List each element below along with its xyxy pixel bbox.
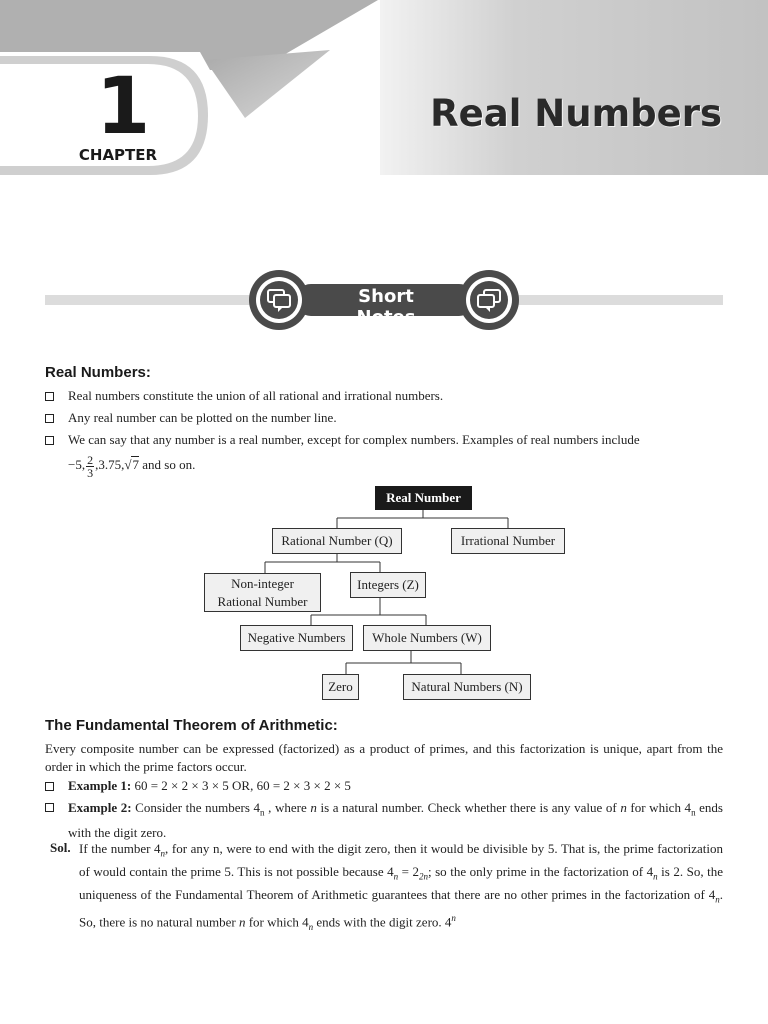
example-2: Example 2: Consider the numbers $4_n$ , where n is a natural number. Check whether there is any value of n for which $4_n$ ends with the digit zero. [45,798,723,842]
section-heading-real-numbers: Real Numbers: [45,364,151,381]
node-zero: Zero [322,674,359,700]
short-notes-label: Short Notes [356,286,416,328]
node-rational-number: Rational Number (Q) [272,528,402,554]
chapter-number: 1 [96,62,147,152]
node-integers: Integers (Z) [350,572,426,598]
fraction: $\frac{2}{3}$ [87,452,94,480]
node-irrational-number: Irrational Number [451,528,565,554]
chapter-title: Real Numbers [430,92,722,135]
node-non-integer-rational: Non-integer Rational Number [204,573,321,612]
bullet-item: Any real number can be plotted on the number line. [45,407,723,429]
bullet-box-icon [45,803,54,812]
fundamental-theorem-intro: Every composite number can be expressed (factorized) as a product of primes, and this factorization is unique, apart from the order in which the prime factors occur. [45,741,723,774]
bullet-box-icon [45,782,54,791]
node-whole-numbers: Whole Numbers (W) [363,625,491,651]
node-real-number: Real Number [375,486,472,510]
bullet-item: We can say that any number is a real number, except for complex numbers. Examples of real numbers include [45,429,723,451]
chapter-label: CHAPTER [78,146,158,164]
example-1: Example 1: 60 = 2 × 2 × 3 × 5 OR, 60 = 2 × 3 × 2 × 5 [45,775,723,797]
solution-text: If the number $4_n$, for any n, were to end with the digit zero, then it would be divisible by 5. That is, the prime factorization of would contain the prime 5. This is not possible because $4_n = 2_{2n}$; so the only prime in the factorization of $4_n$ is 2. So, the uniqueness of the Fundamental Theorem of Arithmetic guarantees that there are no other primes in the factorization of $4_n$. So, there is no natural number n for which $4_n$ ends with the digit zero. 4$^n$ [79,841,723,933]
bullet-item: Real numbers constitute the union of all rational and irrational numbers. [45,385,723,407]
real-number-examples: −5, $\frac{2}{3}$ ,3.75,√7 and so on. [68,452,196,480]
section-heading-fundamental-theorem: The Fundamental Theorem of Arithmetic: [45,717,338,734]
solution-label: Sol. [50,840,71,855]
node-negative-numbers: Negative Numbers [240,625,353,651]
node-natural-numbers: Natural Numbers (N) [403,674,531,700]
